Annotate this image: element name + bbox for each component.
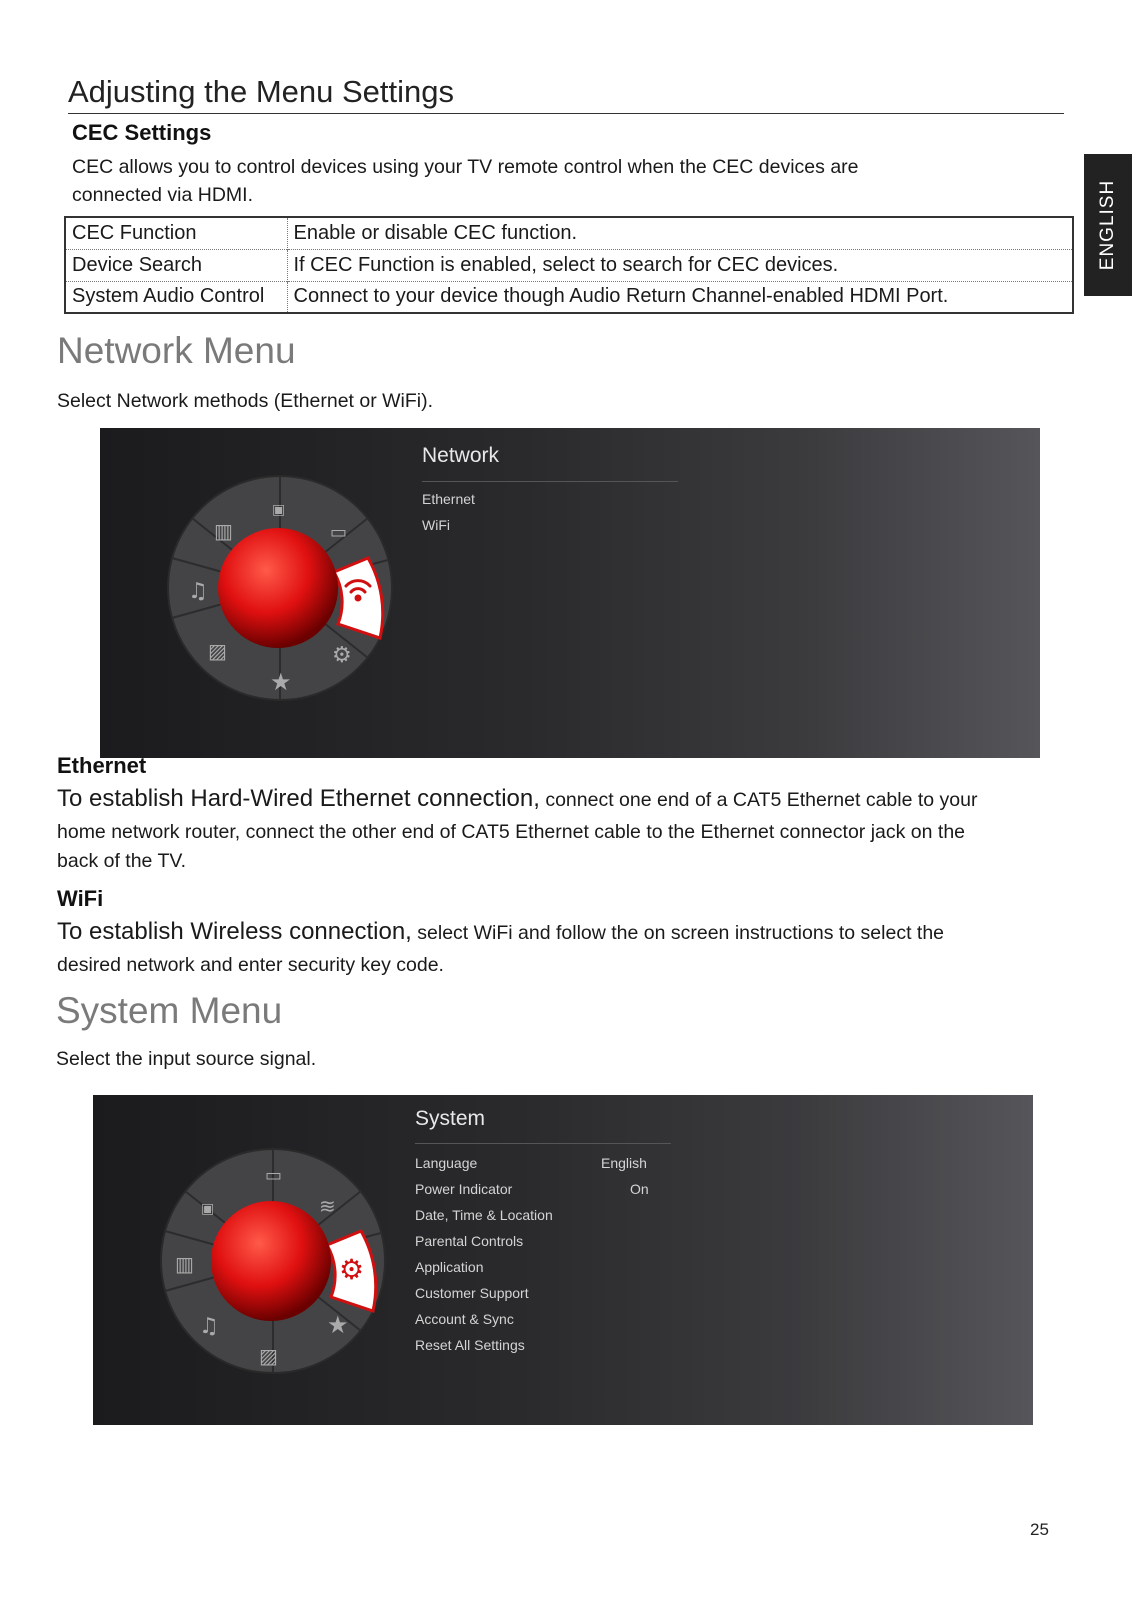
- red-orb: [218, 528, 338, 648]
- wifi-lead: To establish Wireless connection,: [57, 918, 412, 945]
- table-row: [65, 281, 1073, 313]
- network-intro: Select Network methods (Ethernet or WiFi).: [57, 390, 434, 412]
- cec-intro-line1: CEC allows you to control devices using your TV remote control when the CEC devices are: [72, 156, 859, 178]
- cec-row-desc: Connect to your device though Audio Return Channel-enabled HDMI Port.: [287, 281, 1073, 313]
- red-orb: [211, 1201, 331, 1321]
- monitor-icon: ▭: [330, 522, 348, 543]
- network-screen-title: Network: [422, 444, 500, 467]
- title-divider: [68, 113, 1064, 114]
- table-row: [65, 217, 1073, 249]
- menu-divider: [422, 481, 678, 482]
- system-screen-title: System: [415, 1107, 486, 1130]
- cec-row-name: CEC Function: [65, 217, 287, 249]
- ethernet-rest: connect one end of a CAT5 Ethernet cable to your: [539, 789, 978, 811]
- language-side-tab-label: ENGLISH: [1097, 179, 1118, 271]
- menu-item-parental-controls[interactable]: Parental Controls: [415, 1233, 524, 1249]
- cc-icon: ▣: [272, 502, 286, 518]
- ethernet-lead: To establish Hard-Wired Ethernet connection,: [57, 785, 540, 812]
- tv-icon: ▥: [175, 1252, 194, 1276]
- menu-item-reset-all-settings[interactable]: Reset All Settings: [415, 1337, 525, 1353]
- picture-icon: ▨: [208, 639, 227, 663]
- wifi-line2: desired network and enter security key code.: [57, 954, 444, 976]
- menu-wheel: [160, 468, 400, 708]
- menu-wheel: [153, 1141, 393, 1381]
- cec-settings-table: [64, 216, 1074, 314]
- menu-value-power-indicator: On: [630, 1181, 649, 1197]
- ethernet-line2: home network router, connect the other end of CAT5 Ethernet cable to the Ethernet connector jack on the: [57, 821, 966, 843]
- page-number: 25: [1030, 1520, 1049, 1539]
- wifi-icon: ≋: [319, 1194, 336, 1218]
- cec-heading: CEC Settings: [72, 120, 212, 145]
- system-menu-title: System Menu: [56, 990, 283, 1031]
- tv-icon: ▥: [214, 519, 233, 543]
- cec-row-desc: Enable or disable CEC function.: [293, 221, 577, 244]
- menu-item-account-sync[interactable]: Account & Sync: [415, 1311, 514, 1327]
- sound-icon: ♫: [188, 579, 208, 604]
- cec-row-name: Device Search: [65, 249, 287, 281]
- ethernet-line3: back of the TV.: [57, 850, 187, 872]
- monitor-icon: ▭: [265, 1165, 283, 1186]
- cec-row-desc: If CEC Function is enabled, select to search for CEC devices.: [287, 249, 1073, 281]
- system-menu-screenshot: [93, 1095, 1033, 1425]
- menu-item-application[interactable]: Application: [415, 1259, 484, 1275]
- menu-value-language: English: [601, 1155, 647, 1171]
- language-side-tab: [1084, 154, 1132, 296]
- cc-icon: ▣: [201, 1201, 215, 1217]
- menu-item-date-time-location[interactable]: Date, Time & Location: [415, 1207, 553, 1223]
- menu-divider: [415, 1143, 671, 1144]
- system-intro: Select the input source signal.: [56, 1048, 317, 1070]
- ethernet-line1: [57, 784, 978, 815]
- gear-icon: ⚙: [339, 1253, 365, 1286]
- network-menu-title: Network Menu: [57, 330, 296, 371]
- menu-item-language[interactable]: Language: [415, 1155, 478, 1171]
- wifi-rest: select WiFi and follow the on screen instructions to select the: [411, 922, 945, 944]
- menu-item-ethernet[interactable]: Ethernet: [422, 491, 475, 507]
- network-menu-screenshot: [100, 428, 1040, 758]
- ethernet-heading: Ethernet: [57, 753, 147, 778]
- menu-item-customer-support[interactable]: Customer Support: [415, 1285, 529, 1301]
- table-row: [65, 249, 1073, 281]
- star-icon: ★: [327, 1311, 349, 1339]
- menu-item-power-indicator[interactable]: Power Indicator: [415, 1181, 513, 1197]
- sound-icon: ♫: [199, 1314, 219, 1339]
- picture-icon: ▨: [259, 1344, 278, 1368]
- page-title: Adjusting the Menu Settings: [68, 74, 455, 109]
- star-icon: ★: [270, 668, 292, 696]
- wifi-heading: WiFi: [57, 886, 104, 911]
- menu-item-wifi[interactable]: WiFi: [422, 517, 450, 533]
- wifi-line1: [57, 917, 944, 948]
- cec-intro-line2: connected via HDMI.: [72, 184, 253, 206]
- gear-icon: ⚙: [332, 643, 352, 668]
- cec-row-name: System Audio Control: [65, 281, 287, 313]
